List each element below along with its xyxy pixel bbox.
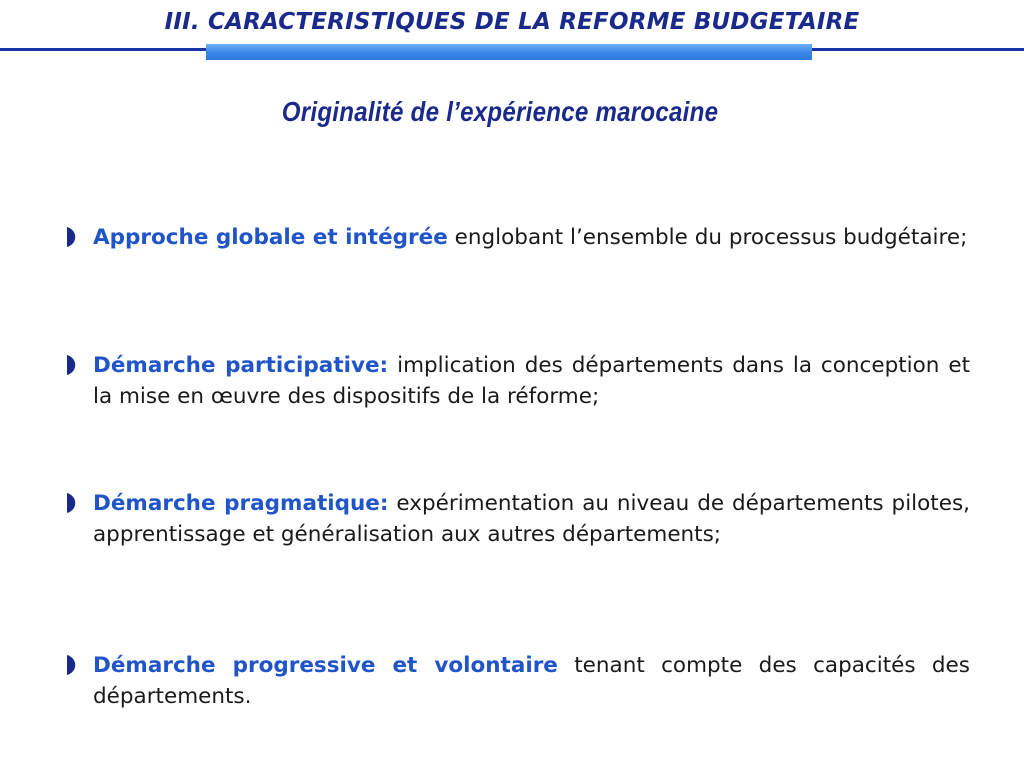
- bullet-keyword: Démarche participative:: [93, 353, 389, 378]
- bullet-keyword: Démarche pragmatique:: [93, 491, 389, 516]
- bullet-item: [60, 222, 970, 253]
- bullet-keyword: Démarche progressive et volontaire: [93, 653, 558, 678]
- half-circle-bullet-icon: [66, 492, 78, 514]
- bullet-description: implication des départements dans la conception et la mise en œuvre des dispositifs de la réforme;: [93, 353, 970, 409]
- header-title: III. CARACTERISTIQUES DE LA REFORME BUDGETAIRE: [164, 9, 860, 35]
- bullet-text: [93, 350, 970, 412]
- bullet-text: [93, 650, 970, 712]
- bullet-description: expérimentation au niveau de départements pilotes, apprentissage et généralisation aux autres départements;: [93, 491, 970, 547]
- bullet-item: [60, 650, 970, 712]
- bullet-text: [93, 488, 970, 550]
- half-circle-bullet-icon: [66, 654, 78, 676]
- bullet-description: tenant compte des capacités des départements.: [93, 653, 970, 709]
- half-circle-bullet-icon: [66, 354, 78, 376]
- bullet-keyword: Approche globale et intégrée: [93, 225, 448, 250]
- bullet-text: [93, 222, 970, 253]
- bullet-item: [60, 488, 970, 550]
- bullet-description: englobant l’ensemble du processus budgétaire;: [447, 225, 968, 250]
- bullet-item: [60, 350, 970, 412]
- half-circle-bullet-icon: [66, 226, 78, 248]
- slide-subtitle: Originalité de l’expérience marocaine: [281, 96, 719, 127]
